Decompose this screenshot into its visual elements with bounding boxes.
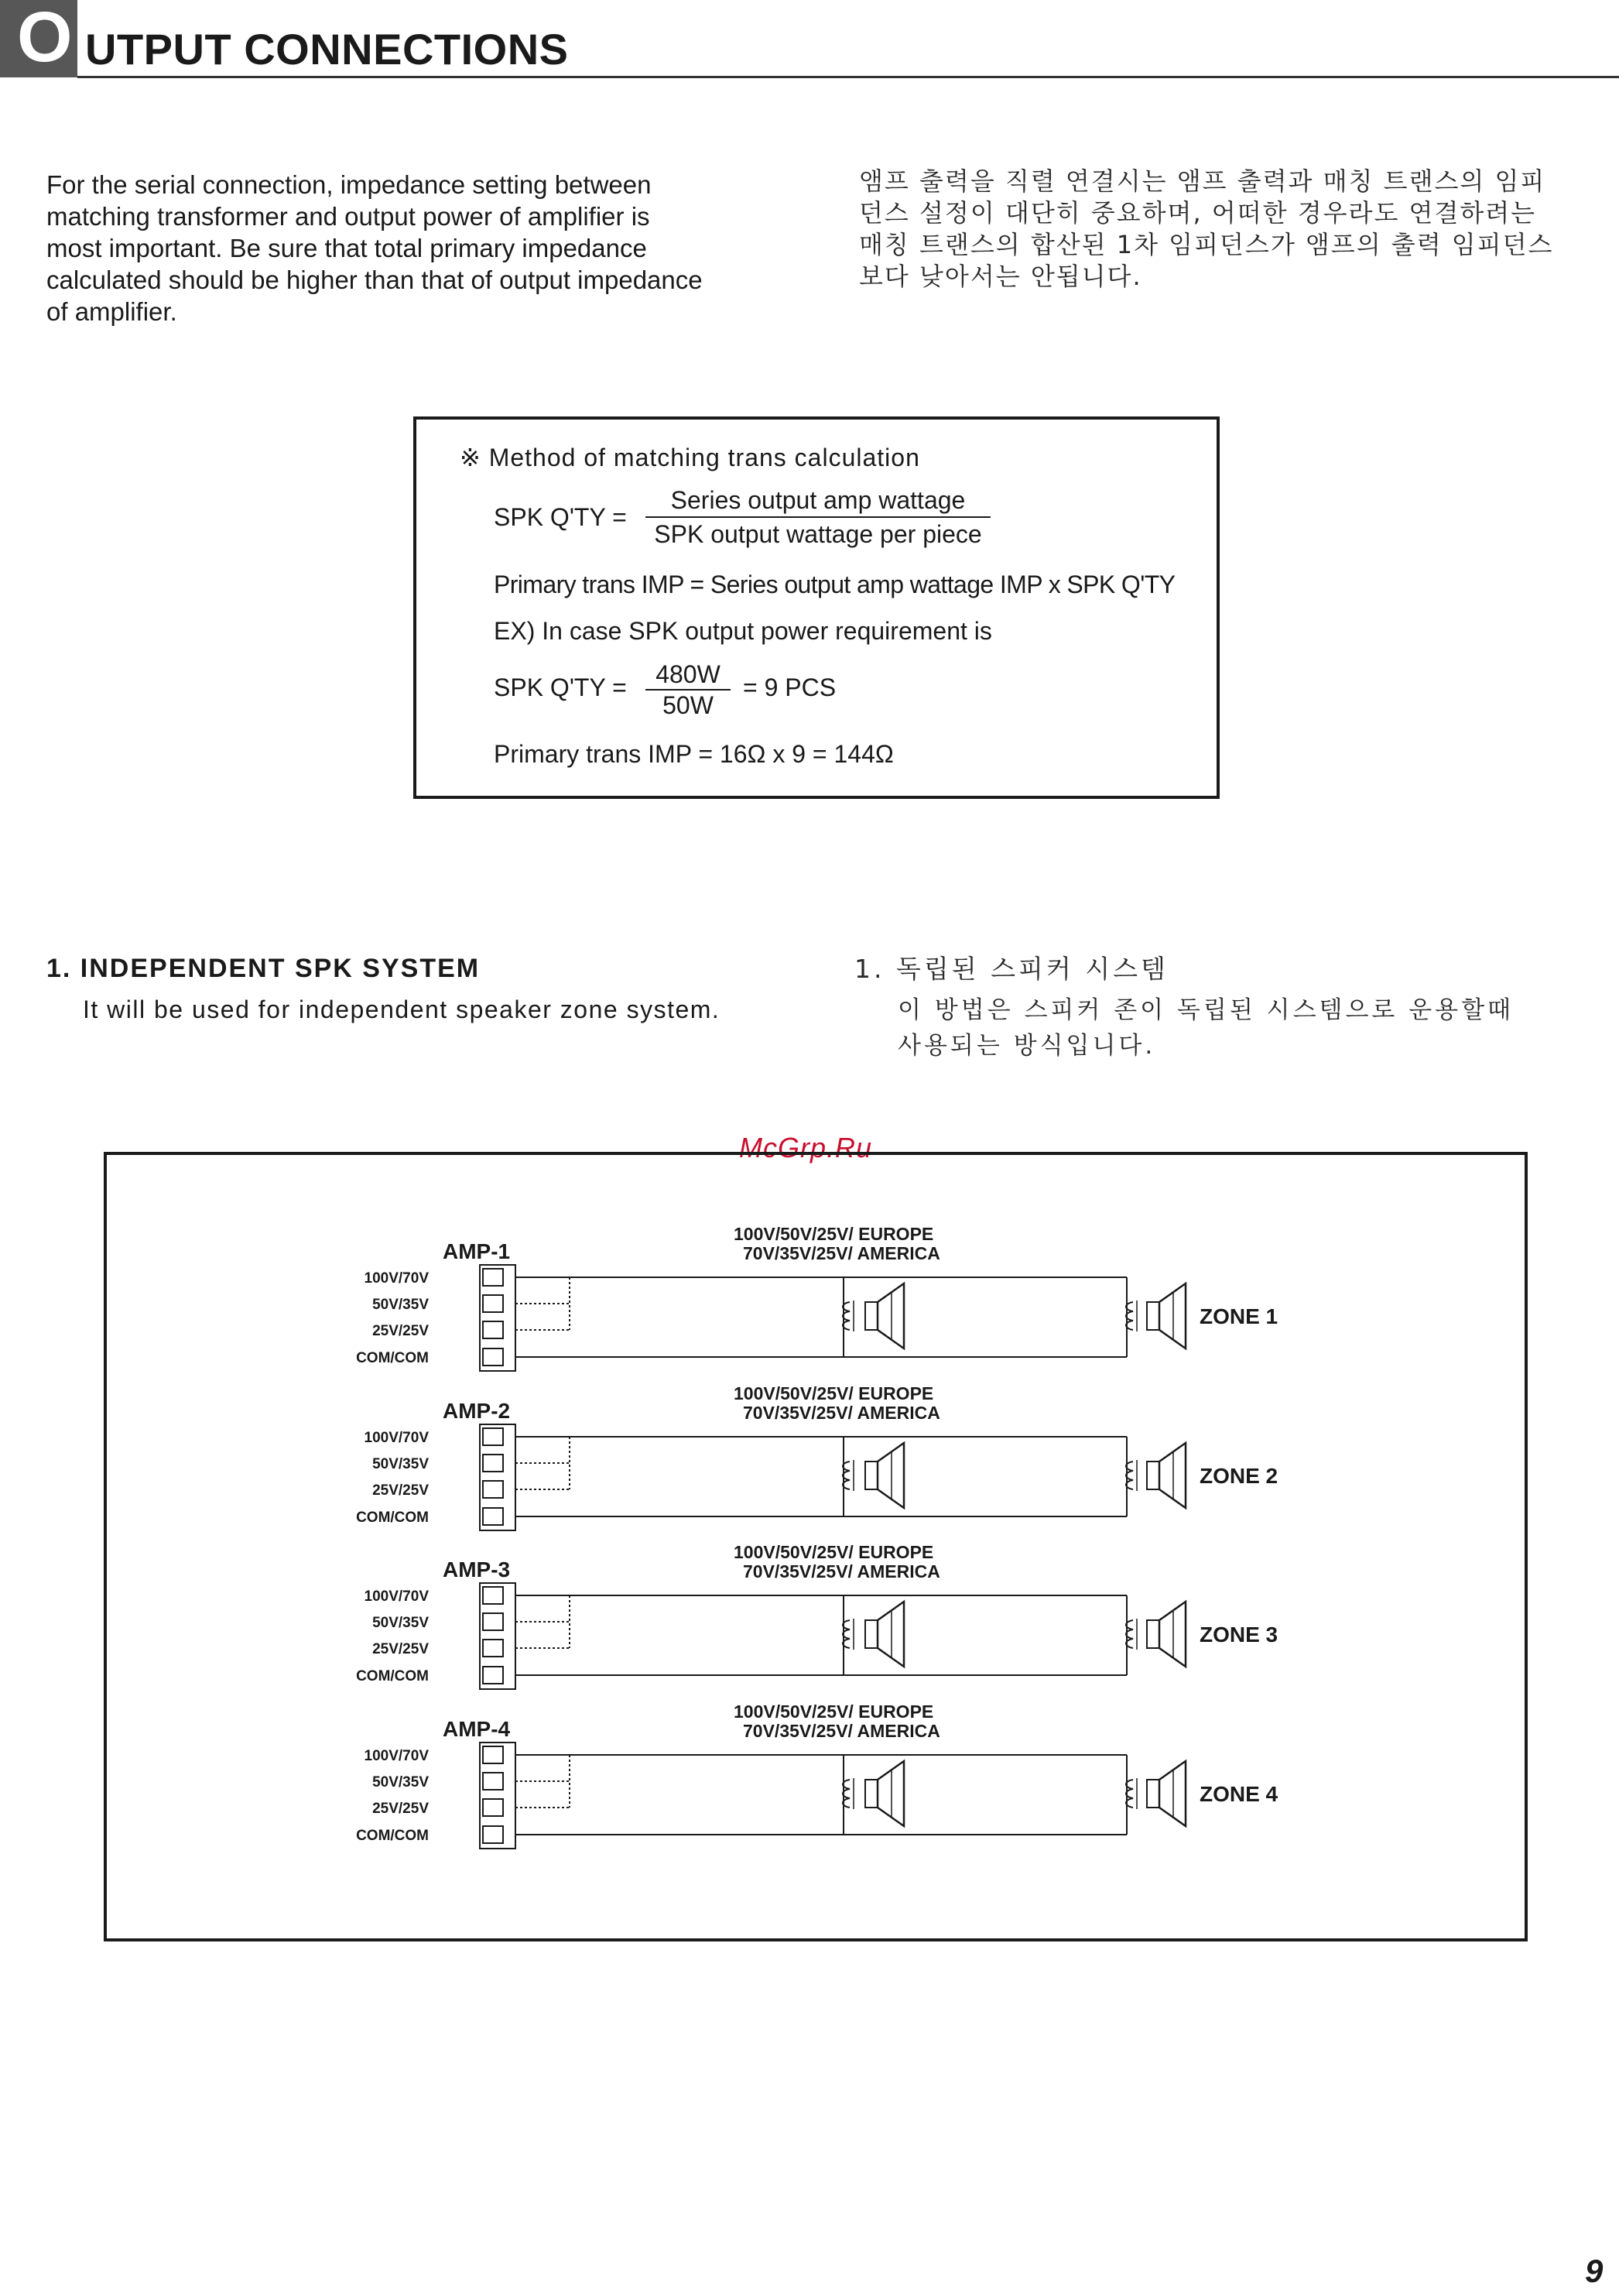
terminal-screw — [483, 1746, 503, 1763]
speaker-2-cone — [1159, 1283, 1186, 1348]
voltage-label-america: 70V/35V/25V/ AMERICA — [743, 1243, 940, 1263]
terminal-label: 50V/35V — [372, 1456, 429, 1472]
intro-ko-line: 던스 설정이 대단히 중요하며, 어떠한 경우라도 연결하려는 — [859, 198, 1537, 228]
zone-label: ZONE 2 — [1200, 1464, 1278, 1488]
intro-en-line: matching transformer and output power of amplifier is — [46, 202, 650, 231]
terminal-label: 50V/35V — [372, 1774, 429, 1791]
terminal-label: 25V/25V — [372, 1482, 429, 1499]
terminal-label: COM/COM — [356, 1510, 429, 1526]
terminal-screw — [483, 1799, 503, 1816]
voltage-label-europe: 100V/50V/25V/ EUROPE — [734, 1542, 934, 1562]
example-spk-qty-label: SPK Q'TY = — [494, 673, 627, 701]
terminal-label: 100V/70V — [364, 1588, 429, 1605]
section-ko-line: 이 방법은 스피커 존이 독립된 시스템으로 운용할때 — [898, 996, 1514, 1024]
terminal-screw — [483, 1773, 503, 1790]
speaker-1-magnet — [865, 1462, 878, 1489]
voltage-label-europe: 100V/50V/25V/ EUROPE — [734, 1701, 934, 1722]
amp-label: AMP-1 — [443, 1239, 511, 1263]
speaker-1-magnet — [865, 1302, 878, 1330]
intro-en-line: For the serial connection, impedance setting between — [46, 170, 652, 199]
amp-label: AMP-4 — [443, 1717, 511, 1741]
amp-label: AMP-3 — [443, 1558, 511, 1581]
terminal-screw — [483, 1640, 503, 1657]
intro-en-line: calculated should be higher than that of output impedance — [46, 266, 703, 294]
terminal-screw — [483, 1295, 503, 1312]
speaker-2-cone — [1159, 1443, 1186, 1508]
example-numerator: 480W — [655, 660, 721, 688]
terminal-screw — [483, 1321, 503, 1338]
terminal-screw — [483, 1428, 503, 1445]
example-primary-imp: Primary trans IMP = 16Ω x 9 = 144Ω — [494, 740, 894, 768]
terminal-label: 50V/35V — [372, 1297, 429, 1313]
section-title: 1. INDEPENDENT SPK SYSTEM — [46, 954, 481, 983]
spk-qty-denominator: SPK output wattage per piece — [654, 520, 982, 548]
terminal-screw — [483, 1455, 503, 1472]
spk-qty-label: SPK Q'TY = — [494, 503, 627, 531]
terminal-screw — [483, 1508, 503, 1525]
watermark: McGrp.Ru — [739, 1132, 873, 1163]
formula-heading: ※ Method of matching trans calculation — [460, 444, 920, 471]
terminal-label: COM/COM — [356, 1668, 429, 1684]
terminal-screw — [483, 1481, 503, 1498]
voltage-label-america: 70V/35V/25V/ AMERICA — [743, 1561, 940, 1581]
header-initial-letter: O — [17, 0, 73, 77]
section-title-korean: 1. 독립된 스피커 시스템 — [854, 954, 1169, 984]
terminal-screw — [483, 1269, 503, 1286]
speaker-1-cone — [878, 1761, 904, 1826]
speaker-2-magnet — [1147, 1620, 1159, 1648]
example-result: = 9 PCS — [743, 673, 837, 701]
example-intro: EX) In case SPK output power requirement is — [494, 617, 992, 645]
speaker-1-cone — [878, 1283, 904, 1348]
terminal-label: 25V/25V — [372, 1323, 429, 1339]
intro-ko-line: 매칭 트랜스의 합산된 1차 임피던스가 앰프의 출력 임피던스 — [859, 230, 1554, 259]
page-number: 9 — [1585, 2253, 1604, 2289]
terminal-label: 25V/25V — [372, 1801, 429, 1817]
voltage-label-america: 70V/35V/25V/ AMERICA — [743, 1403, 940, 1423]
section-ko-line: 사용되는 방식입니다. — [898, 1032, 1156, 1060]
voltage-label-europe: 100V/50V/25V/ EUROPE — [734, 1383, 934, 1403]
speaker-2-magnet — [1147, 1780, 1159, 1808]
terminal-label: 100V/70V — [364, 1748, 429, 1764]
example-denominator: 50W — [662, 691, 714, 719]
speaker-1-magnet — [865, 1620, 878, 1648]
primary-formula: Primary trans IMP = Series output amp wattage IMP x SPK Q'TY — [494, 571, 1176, 598]
amp-label: AMP-2 — [443, 1399, 511, 1423]
terminal-screw — [483, 1348, 503, 1366]
diagram-rows — [356, 1224, 1278, 1849]
terminal-label: 50V/35V — [372, 1615, 429, 1631]
zone-label: ZONE 3 — [1200, 1623, 1278, 1647]
zone-label: ZONE 4 — [1200, 1782, 1278, 1806]
intro-en-line: of amplifier. — [46, 297, 177, 326]
spk-qty-numerator: Series output amp wattage — [670, 486, 966, 514]
voltage-label-europe: 100V/50V/25V/ EUROPE — [734, 1224, 934, 1244]
speaker-2-magnet — [1147, 1462, 1159, 1489]
terminal-label: 25V/25V — [372, 1641, 429, 1657]
intro-ko-line: 보다 낮아서는 안됩니다. — [859, 262, 1142, 291]
terminal-label: COM/COM — [356, 1350, 429, 1366]
terminal-label: 100V/70V — [364, 1270, 429, 1287]
speaker-2-cone — [1159, 1602, 1186, 1667]
terminal-screw — [483, 1587, 503, 1604]
terminal-label: 100V/70V — [364, 1430, 429, 1446]
zone-label: ZONE 1 — [1200, 1304, 1278, 1328]
intro-en-line: most important. Be sure that total primary impedance — [46, 234, 647, 262]
terminal-label: COM/COM — [356, 1828, 429, 1844]
terminal-screw — [483, 1826, 503, 1843]
intro-ko-line: 앰프 출력을 직렬 연결시는 앰프 출력과 매칭 트랜스의 임피 — [859, 166, 1546, 196]
speaker-1-magnet — [865, 1780, 878, 1808]
speaker-2-cone — [1159, 1761, 1186, 1826]
speaker-2-magnet — [1147, 1302, 1159, 1330]
terminal-screw — [483, 1613, 503, 1630]
terminal-screw — [483, 1667, 503, 1684]
speaker-1-cone — [878, 1602, 904, 1667]
speaker-1-cone — [878, 1443, 904, 1508]
section-description: It will be used for independent speaker zone system. — [83, 996, 721, 1023]
voltage-label-america: 70V/35V/25V/ AMERICA — [743, 1721, 940, 1741]
page-title: UTPUT CONNECTIONS — [85, 25, 569, 74]
